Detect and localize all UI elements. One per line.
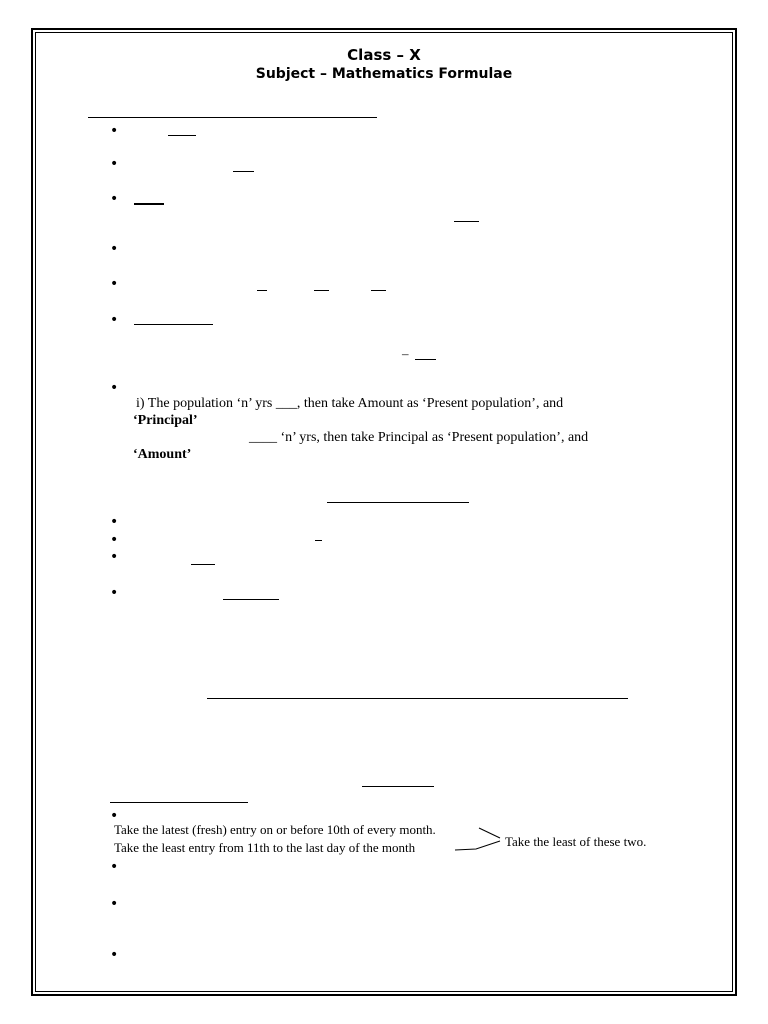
bullet: • (110, 549, 119, 565)
bullet: • (110, 276, 119, 292)
minus-sign: – (402, 346, 409, 361)
population-line-1: i) The population ‘n’ yrs ___, then take Amount as ‘Present population’, and (136, 396, 564, 411)
bullet: • (110, 514, 119, 530)
bullet: • (110, 156, 119, 172)
bullet: • (110, 312, 119, 328)
bullet: • (110, 241, 119, 257)
bullet: • (110, 191, 119, 207)
population-line-2: ____ ‘n’ yrs, then take Principal as ‘Present population’, and (249, 430, 589, 445)
population-amount: ‘Amount’ (133, 447, 192, 462)
bullet: • (110, 532, 119, 548)
bullet: • (110, 947, 119, 963)
class-title: Class – X (347, 46, 421, 64)
subject-title: Subject – Mathematics Formulae (255, 66, 513, 82)
banking-rule-2: Take the least entry from 11th to the last day of the month (114, 840, 416, 855)
bullet: • (110, 859, 119, 875)
bullet: • (110, 585, 119, 601)
population-principal: ‘Principal’ (133, 413, 198, 428)
banking-rule-1: Take the latest (fresh) entry on or before 10th of every month. (114, 822, 436, 837)
bullet: • (110, 123, 119, 139)
bullet: • (110, 896, 119, 912)
bullet: • (110, 380, 119, 396)
banking-bracket-note: Take the least of these two. (505, 834, 647, 849)
bullet: • (110, 808, 119, 824)
